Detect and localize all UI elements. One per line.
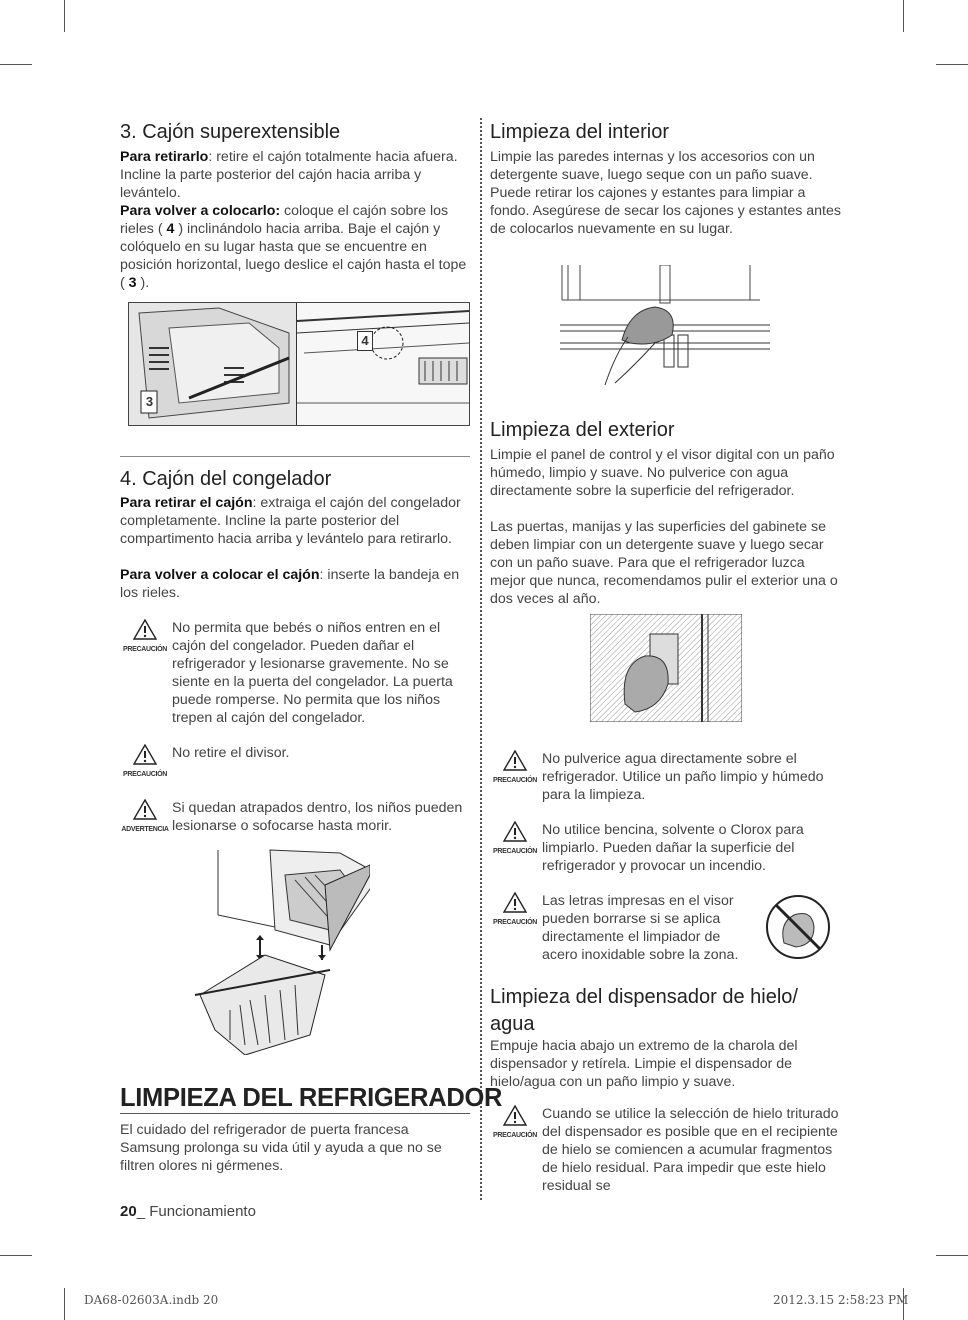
- caution-icon: PRECAUCIÓN: [490, 892, 540, 932]
- caution-display-letters: PRECAUCIÓN Las letras impresas en el visor pueden borrarse si se aplica directamente el limpiador de acero inoxidable sobre la zona.: [490, 892, 752, 964]
- warning-triangle-icon: [133, 619, 157, 640]
- crop-mark: [64, 0, 65, 32]
- section-title-exterior: Limpieza del exterior: [490, 419, 675, 441]
- section-title-interior: Limpieza del interior: [490, 121, 669, 143]
- paragraph-exterior-2: Las puertas, manijas y las superficies del gabinete se deben limpiar con un detergente suave y luego secar con un paño suave. Para que el refrigerador luzca mejor que nunca, recomendamos pulir el exterior una o dos veces al año.: [490, 519, 838, 608]
- caution-icon: PRECAUCIÓN: [490, 821, 540, 861]
- caution-no-spray: PRECAUCIÓN No pulverice agua directamente sobre el refrigerador. Utilice un paño limpio y húmedo para la limpieza.: [490, 750, 842, 804]
- paragraph-volver-colocar-cajon: Para volver a colocar el cajón: inserte la bandeja en los rieles.: [120, 567, 460, 602]
- prohibited-icon: [764, 893, 832, 961]
- warning-triangle-icon: [503, 750, 527, 771]
- paragraph-cleaning-intro: El cuidado del refrigerador de puerta francesa Samsung prolonga su vida útil y ayuda a que no se filtren olores ni gérmenes.: [120, 1122, 442, 1175]
- interior-cleaning-illustration: [560, 265, 770, 385]
- warning-triangle-icon: [503, 821, 527, 842]
- drawer-rails-figure: [128, 302, 470, 426]
- crop-mark: [936, 1255, 968, 1256]
- paragraph-dispensador: Empuje hacia abajo un extremo de la charola del dispensador y retírela. Limpie el dispensador de hielo/agua con un paño limpio y suave.: [490, 1038, 798, 1091]
- crop-mark: [0, 64, 32, 65]
- title-rule: [120, 1113, 470, 1114]
- paragraph-interior: Limpie las paredes internas y los accesorios con un detergente suave, luego seque con un paño suave. Puede retirar los cajones y estantes para limpiar a fondo. Asegúrese de secar los cajones y estantes antes de colocarlos nuevamente en su lugar.: [490, 149, 841, 238]
- print-file-name: DA68-02603A.indb 20: [84, 1293, 219, 1307]
- caution-icon: PRECAUCIÓN: [490, 750, 540, 790]
- crop-mark: [903, 0, 904, 32]
- crop-mark: [0, 1255, 32, 1256]
- warning-triangle-icon: [133, 799, 157, 820]
- paragraph-retirarlo: Para retirarlo: retire el cajón totalmente hacia afuera. Incline la parte posterior del cajón hacia arriba y levántelo.: [120, 149, 458, 202]
- caution-crushed-ice: PRECAUCIÓN Cuando se utilice la selección de hielo triturado del dispensador es posible que en el recipiente de hielo se comiencen a acumular fragmentos de hielo residual. Para impedir que este hielo residual se: [490, 1105, 842, 1195]
- exterior-cleaning-illustration: [590, 614, 742, 722]
- column-divider: [480, 118, 482, 1200]
- freezer-drawer-illustration: [190, 845, 370, 1055]
- warning-triangle-icon: [503, 1105, 527, 1126]
- print-timestamp: 2012.3.15 2:58:23 PM: [773, 1293, 909, 1307]
- warning-triangle-icon: [503, 892, 527, 913]
- warning-suffocation: ADVERTENCIA Si quedan atrapados dentro, los niños pueden lesionarse o sofocarse hasta morir.: [120, 799, 472, 835]
- figure-label-4: 4: [357, 331, 373, 351]
- caution-children-freezer: PRECAUCIÓN No permita que bebés o niños entren en el cajón del congelador. Pueden dañar el refrigerador y lesionarse gravemente. No se siente en la puerta del congelador. La puerta puede romperse. No permita que los niños trepen al cajón del congelador.: [120, 619, 472, 728]
- caution-icon: PRECAUCIÓN: [120, 619, 170, 659]
- paragraph-retirar-cajon: Para retirar el cajón: extraiga el cajón del congelador completamente. Incline la parte posterior del compartimento hacia arriba y levántelo para retirarlo.: [120, 495, 461, 548]
- caution-icon: PRECAUCIÓN: [120, 744, 170, 784]
- drawer-rails-illustration: [129, 303, 469, 425]
- warning-icon: ADVERTENCIA: [120, 799, 170, 839]
- paragraph-exterior-1: Limpie el panel de control y el visor digital con un paño húmedo, limpio y suave. No pulverice con agua directamente sobre la superficie del refrigerador.: [490, 447, 835, 500]
- caution-icon: PRECAUCIÓN: [490, 1105, 540, 1145]
- paragraph-volver-colocarlo: Para volver a colocarlo: coloque el cajón sobre los rieles ( 4 ) inclinándolo hacia arriba. Baje el cajón y colóquelo en su lugar hasta que se encuentre en posición horizontal, luego deslice el cajón hasta el tope ( 3 ).: [120, 203, 467, 292]
- section-title-dispensador: Limpieza del dispensador de hielo/ agua: [490, 986, 798, 1035]
- crop-mark: [64, 1288, 65, 1320]
- crop-mark: [936, 64, 968, 65]
- caution-no-solvent: PRECAUCIÓN No utilice bencina, solvente o Clorox para limpiarlo. Pueden dañar la superficie del refrigerador y provocar un incendio.: [490, 821, 842, 875]
- warning-triangle-icon: [133, 744, 157, 765]
- page-number: 20_ Funcionamiento: [120, 1203, 256, 1220]
- figure-label-3: 3: [145, 394, 154, 409]
- page-section-title: LIMPIEZA DEL REFRIGERADOR: [120, 1084, 503, 1112]
- section-title-superextensible: 3. Cajón superextensible: [120, 121, 341, 143]
- caution-divider: PRECAUCIÓN No retire el divisor.: [120, 744, 472, 762]
- section-rule: [120, 456, 470, 457]
- section-title-congelador: 4. Cajón del congelador: [120, 468, 332, 490]
